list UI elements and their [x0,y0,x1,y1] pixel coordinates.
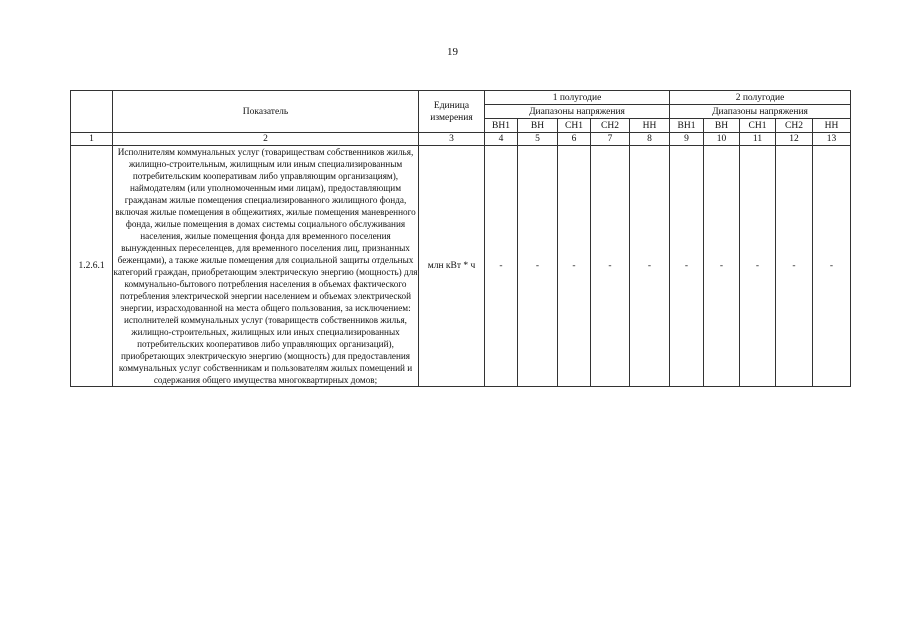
column-number: 9 [670,133,704,146]
tariff-table [70,90,851,387]
value-cell: - [630,146,670,387]
description-paragraph: Исполнителям коммунальных услуг (товариществам собственников жилья, жилищно-строительным, жилищным или иным специализированным потребительским кооперативам либо управляющим организациям), наймодателям (или уполномоченным ими лицам), предоставляющим гражданам жилые помещения специализированного жилищного фонда, включая жилые помещения в общежитиях, жилые помещения маневренного фонда, жилые помещения в домах системы социального обслуживания населения, жилые помещения фонда для временного поселения вынужденных переселенцев, для временного поселения лиц, признанных беженцами), а также жилые помещения для социальной защиты отдельных категорий граждан, приобретающим электрическую энергию (мощность) для коммунально-бытового потребления населения в объемах фактического потребления электрической энергии населением и объемах электрической энергии, израсходованной на места общего пользования, за исключением: [113,147,418,313]
header-level: ВН [518,119,558,133]
column-number: 13 [813,133,851,146]
header-half1: 1 полугодие [485,91,670,105]
value-cell: - [740,146,776,387]
header-level: НН [630,119,670,133]
header-unit: Единица измерения [419,91,485,133]
column-number: 10 [704,133,740,146]
value-cell: - [485,146,518,387]
header-indicator: Показатель [113,91,419,133]
value-cell: - [518,146,558,387]
header-level: СН1 [740,119,776,133]
header-level: СН2 [591,119,630,133]
column-number: 7 [591,133,630,146]
header-half2: 2 полугодие [670,91,851,105]
column-number: 3 [419,133,485,146]
column-number: 1 [71,133,113,146]
column-number: 8 [630,133,670,146]
table-row [71,146,851,387]
page-number: 19 [447,46,458,58]
column-number: 6 [558,133,591,146]
header-empty-cell [71,91,113,133]
column-number: 11 [740,133,776,146]
header-level: СН1 [558,119,591,133]
row-code: 1.2.6.1 [71,146,113,387]
row-description [113,146,419,387]
header-level: ВН1 [670,119,704,133]
value-cell: - [670,146,704,387]
header-level: НН [813,119,851,133]
column-number: 12 [776,133,813,146]
column-number: 4 [485,133,518,146]
header-level: ВН [704,119,740,133]
value-cell: - [813,146,851,387]
value-cell: - [558,146,591,387]
header-level: СН2 [776,119,813,133]
value-cell: - [591,146,630,387]
column-number: 2 [113,133,419,146]
header-level: ВН1 [485,119,518,133]
header-voltage-ranges-1: Диапазоны напряжения [485,105,670,119]
value-cell: - [776,146,813,387]
value-cell: - [704,146,740,387]
header-voltage-ranges-2: Диапазоны напряжения [670,105,851,119]
description-paragraph: исполнителей коммунальных услуг (товариществ собственников жилья, жилищно-строительных, жилищных или иных специализированных потребительских кооперативов либо управляющих организаций), приобретающих электрическую энергию (мощность) для предоставления коммунальных услуг собственникам и пользователям жилых помещений и содержания общего имущества многоквартирных домов; [118,315,413,385]
column-number: 5 [518,133,558,146]
row-unit: млн кВт * ч [419,146,485,387]
